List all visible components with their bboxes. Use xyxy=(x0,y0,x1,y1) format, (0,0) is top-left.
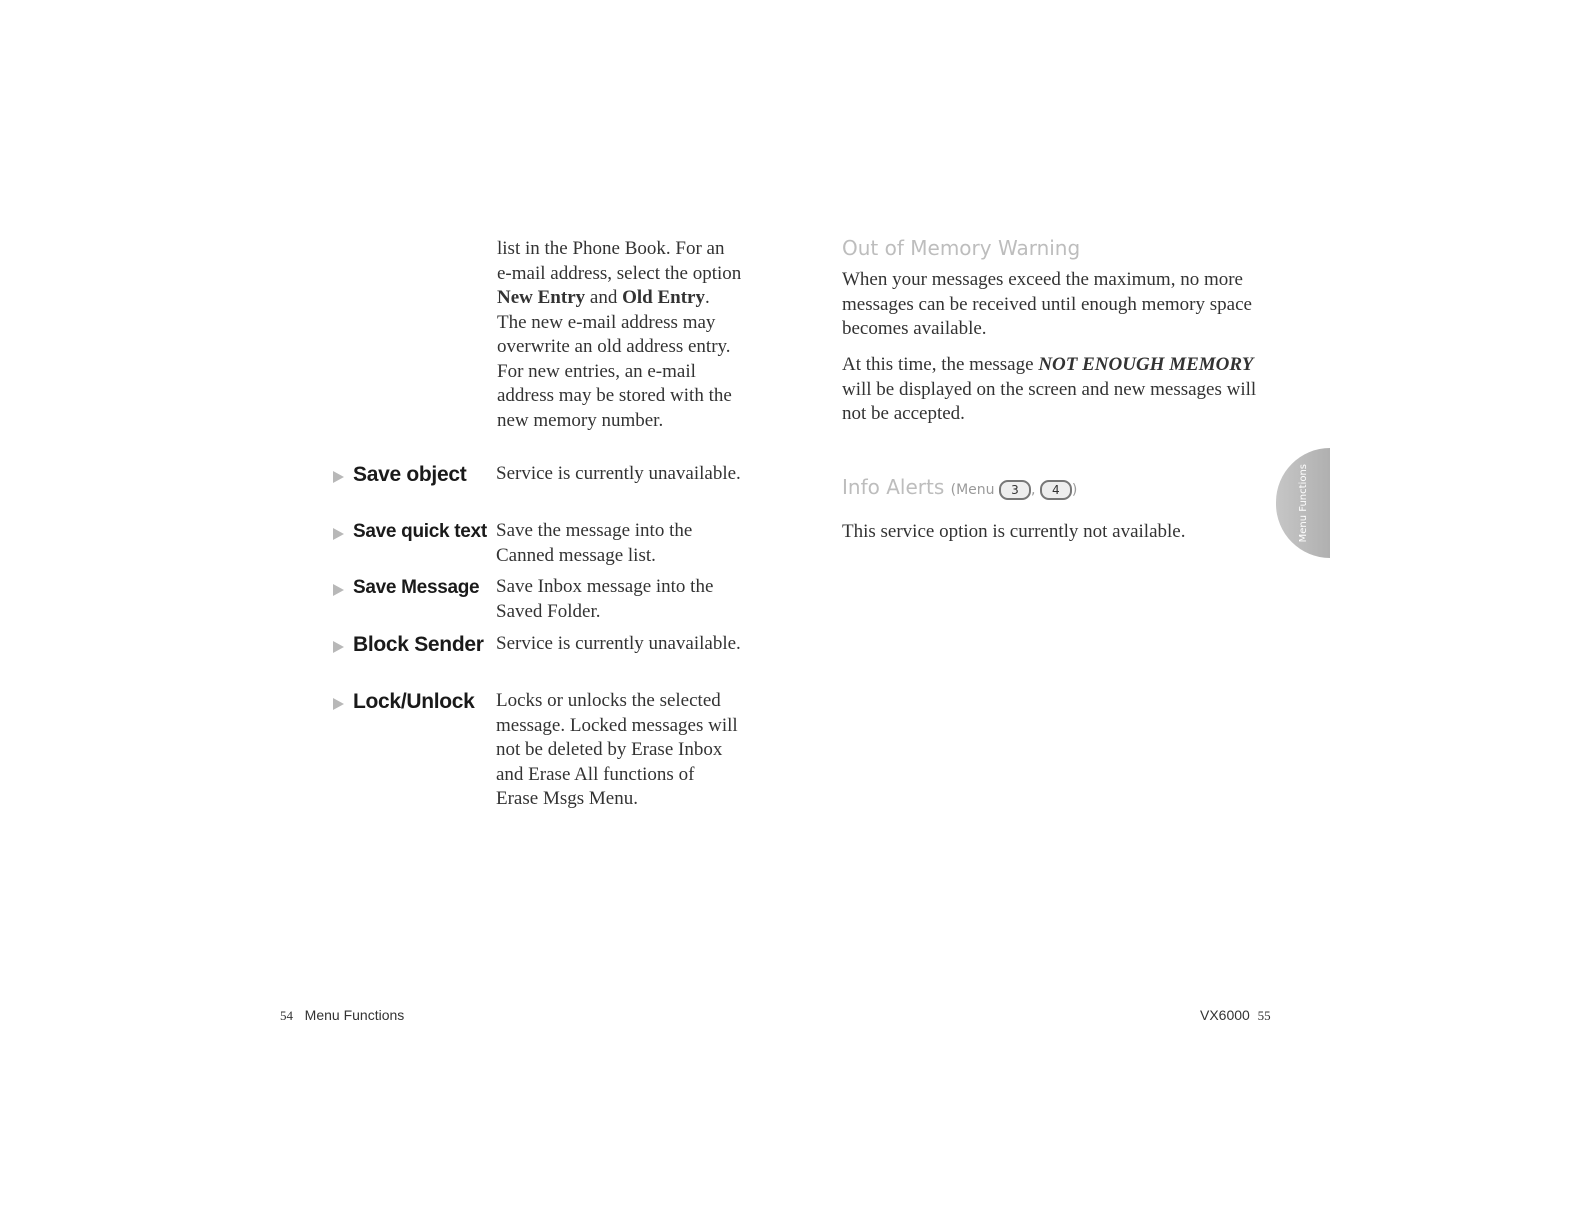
bullet-arrow-icon xyxy=(333,528,344,540)
menu-path-close: ) xyxy=(1071,482,1078,498)
left-page-number: 54 xyxy=(280,1008,293,1023)
option-description: Save Inbox message into the Saved Folder. xyxy=(496,576,714,622)
info-alerts-paragraph: This service option is currently not available. xyxy=(842,521,1186,542)
continuation-paragraph xyxy=(497,237,742,433)
option-description: Locks or unlocks the selected message. Locked messages will not be deleted by Erase Inbox and Erase All functions of Erase Msgs Menu. xyxy=(496,690,738,809)
memory-warning-text-start: At this time, the message xyxy=(842,354,1039,375)
bullet-arrow-icon xyxy=(333,584,344,596)
option-save-message xyxy=(333,575,753,624)
side-tab-label: Menu Functions xyxy=(1297,463,1309,543)
key-4-icon: 4 xyxy=(1040,480,1072,500)
menu-path xyxy=(951,482,1078,498)
left-footer-section: Menu Functions xyxy=(304,1007,405,1023)
option-description: Service is currently unavailable. xyxy=(496,633,741,654)
info-alerts-heading: Info Alerts xyxy=(842,475,945,499)
new-entry-option: New Entry xyxy=(497,287,586,308)
model-name: VX6000 xyxy=(1200,1007,1250,1023)
key-3-icon: 3 xyxy=(999,480,1031,500)
option-lock-unlock xyxy=(333,689,753,812)
bullet-arrow-icon xyxy=(333,698,344,710)
option-block-sender xyxy=(333,632,753,658)
menu-path-comma: , xyxy=(1030,482,1036,498)
continuation-and: and xyxy=(585,287,623,308)
option-term: Block Sender xyxy=(353,633,484,656)
option-term: Save Message xyxy=(353,577,480,598)
option-description: Service is currently unavailable. xyxy=(496,463,741,484)
memory-warning-heading: Out of Memory Warning xyxy=(842,236,1081,260)
memory-warning-paragraph-2 xyxy=(842,353,1282,427)
continuation-part2: . The new e-mail address may overwrite an old address entry. For new entries, an e-mail address may be stored with the new memory number. xyxy=(497,287,732,431)
option-save-object xyxy=(333,462,753,488)
left-footer xyxy=(280,1007,404,1024)
option-term: Lock/Unlock xyxy=(353,690,475,713)
menu-path-open: (Menu xyxy=(950,482,995,498)
memory-warning-text-end: will be displayed on the screen and new messages will not be accepted. xyxy=(842,378,1257,424)
option-save-quick-text xyxy=(333,519,753,568)
bullet-arrow-icon xyxy=(333,641,344,653)
option-term: Save quick text xyxy=(353,521,487,542)
option-term: Save object xyxy=(353,463,467,486)
continuation-part1: list in the Phone Book. For an e-mail address, select the option xyxy=(497,238,742,284)
right-footer xyxy=(1200,1007,1271,1024)
memory-warning-paragraph-1: When your messages exceed the maximum, no more messages can be received until enough memory space becomes available. xyxy=(842,269,1252,339)
not-enough-memory-message: NOT ENOUGH MEMORY xyxy=(1038,354,1254,375)
side-section-tab xyxy=(1276,448,1330,558)
right-page-number: 55 xyxy=(1257,1008,1271,1023)
old-entry-option: Old Entry xyxy=(622,287,705,308)
option-description: Save the message into the Canned message list. xyxy=(496,520,693,566)
bullet-arrow-icon xyxy=(333,471,344,483)
info-alerts-heading-row xyxy=(842,475,1077,500)
